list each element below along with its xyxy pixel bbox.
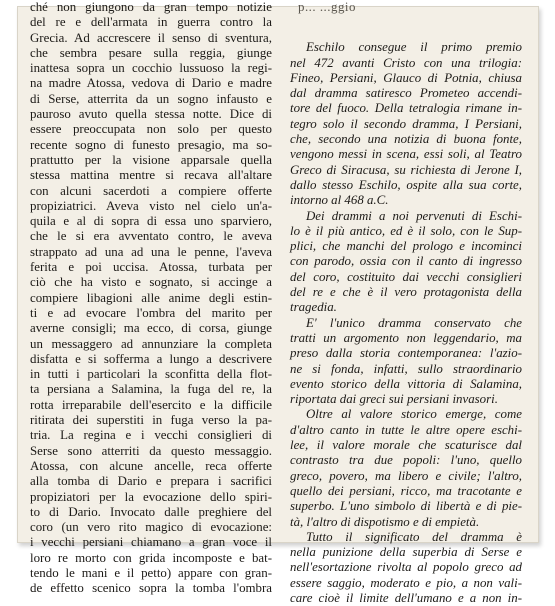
text-line: Tutto il significato del dramma è [306,529,522,544]
text-line: d'altro canto in tutte le altre opere eschi- [290,422,522,437]
text-line: E' l'unico dramma conservato che [306,315,522,330]
text-line: tragedia. [290,300,337,315]
text-line: Fineo, Persiani, Glauco di Potnia, chiusa [290,70,522,85]
text-line: prattutto per la visione apparsale quella [30,152,272,167]
text-line: lo è il più antico, ed è il solo, con le Sup- [290,223,522,238]
text-line: recente sogno di funesto presagio, ma so- [30,137,272,152]
text-line: pauroso avuto quella stessa notte. Dice di [30,107,272,122]
text-line: tore del fuoco. Della tetralogia rimane in- [290,101,522,116]
text-line: coro (un vero rito magico di evocazione: [30,520,272,535]
text-line: averne consigli; ma ecco, di corsa, giunge [30,321,272,336]
text-line: che, secondo una notizia di buona fonte, [290,132,522,147]
text-line: quello dei persiani, ricco, ma tracotante e [290,483,522,498]
section-gap [290,15,522,40]
text-line: ciò che ha visto e sognato, si accinge a [30,275,272,290]
text-line: propiziatrici. Aveva visto nel cielo un'a- [30,198,272,213]
text-line: ferita e poi uccisa. Atossa, turbata per [30,260,272,275]
text-line: contrasto tra due popoli: l'uno, quello [290,453,522,468]
text-line: con parodo, ossia con il canto di ingresso [290,254,522,269]
text-line: che le si era avventato contro, le aveva [30,229,272,244]
text-line: care cioè il limite dell'umano e a non in- [290,590,522,605]
text-line: nella punizione della superbia di Serse e [290,545,522,560]
text-line: con alcuni sacerdoti a compiere offerte [30,183,272,198]
text-line: ti e ad evocare l'ombra del marito per [30,305,272,320]
text-line: lee, il valore morale che scaturisce dal [290,438,522,453]
text-line: quila e al di sopra di essa uno sparviero, [30,214,272,229]
text-line: i vecchi persiani chiamano a gran voce il [30,535,272,550]
text-line: del re e che è il vero protagonista della [290,285,522,300]
text-line: nell'esortazione rivolta al popolo greco ad [290,560,522,575]
text-line: tà, l'altro di dispotismo e di empietà. [290,514,480,529]
text-line: tratti un argomento non leggendario, ma [290,330,522,345]
text-line: greco, povero, ma libero e civile; l'altro, [290,468,522,483]
text-line: inattesa sopra un cocchio lussuoso la regi- [30,61,272,76]
text-line: Atossa, con alcune ancelle, reca offerte [30,458,272,473]
text-line: intorno al 468 a.C. [290,193,389,208]
text-line: ritirata dei superstiti in fuga verso la pa- [30,413,272,428]
text-line: Grecia. Ad accrescere il senso di sventura, [30,30,272,45]
text-line: Greco di Siracusa, su richiesta di Jerone I, [290,162,522,177]
text-line: di Serse, atterrita da un sogno infausto e [30,91,272,106]
left-column [30,0,272,597]
text-line: evento storico della vittoria di Salamina, [290,376,522,391]
text-line: in tutti i particolari la sconfitta della flot- [30,367,272,382]
text-line: stessa mattina mentre si recava all'altare [30,168,272,183]
text-line: ché non giungono da gran tempo notizie [30,0,272,14]
right-column [290,0,522,606]
text-line: essere preoccupata non solo per questo [30,122,272,137]
cut-off-heading: p... ...ggio [298,0,356,14]
text-line: plici, che manchi del prologo e incominci [290,239,522,254]
text-line: superbo. L'uno simbolo di libertà e di pie- [290,499,522,514]
text-line: ne si fonda, infatti, sullo straordinario [290,361,522,376]
text-line: del re e dell'armata in guerra contro la [30,15,272,30]
text-line: alla tomba di Dario e prepara i sacrifici [30,474,272,489]
text-line: tegro solo il secondo dramma, I Persiani, [290,116,522,131]
text-line: propiziatori per la evocazione dello spiri- [30,489,272,504]
text-line: compiere libagioni alle anime degli estin- [30,290,272,305]
text-line: nel 472 avanti Cristo con una trilogia: [290,55,522,70]
text-line: Serse sono atterriti da questo messaggio. [30,443,272,458]
text-line: de effetto scenico sopra la tomba l'ombra [30,581,272,596]
text-line: dal dramma satiresco Prometeo accendi- [290,86,522,101]
text-line: to di Dario. Invocato dalle preghiere del [30,504,272,519]
text-line: un messaggero ad annunziare la completa [30,336,272,351]
text-line: Dei drammi a noi pervenuti di Eschi- [306,208,522,223]
text-line: del coro, costituito dai vecchi consiglieri [290,269,522,284]
text-line: rotta irreparabile dell'esercito e la difficile [30,397,272,412]
text-line: dallo stesso Eschilo, ospite alla sua corte, [290,177,522,192]
book-page [17,0,539,605]
text-line: Oltre al valore storico emerge, come [306,407,522,422]
text-line: essere saggio, moderato e pio, a non vali- [290,575,522,590]
text-line: tria. La regina e i vecchi consiglieri di [30,428,272,443]
text-line: preso dalla storia contemporanea: l'azio- [290,346,522,361]
text-line: loro re morto con grida incomposte e bat- [30,550,272,565]
text-line: ta persiana a Salamina, la fuga del re, la [30,382,272,397]
text-line: tendo le mani e il petto) appare con gran- [30,565,272,580]
text-line: na madre Atossa, vedova di Dario e madre [30,76,272,91]
text-line: vengono messi in scena, essi soli, al Teatro [290,147,522,162]
text-line: strappato ad una ad una le penne, l'aveva [30,244,272,259]
text-line: Eschilo consegue il primo premio [306,40,522,55]
text-line: che sembra pesare sulla reggia, giunge [30,45,272,60]
text-line: riportata dai greci sui persiani invasori. [290,392,498,407]
text-line: disfatta e si sofferma a lungo a descrivere [30,351,272,366]
